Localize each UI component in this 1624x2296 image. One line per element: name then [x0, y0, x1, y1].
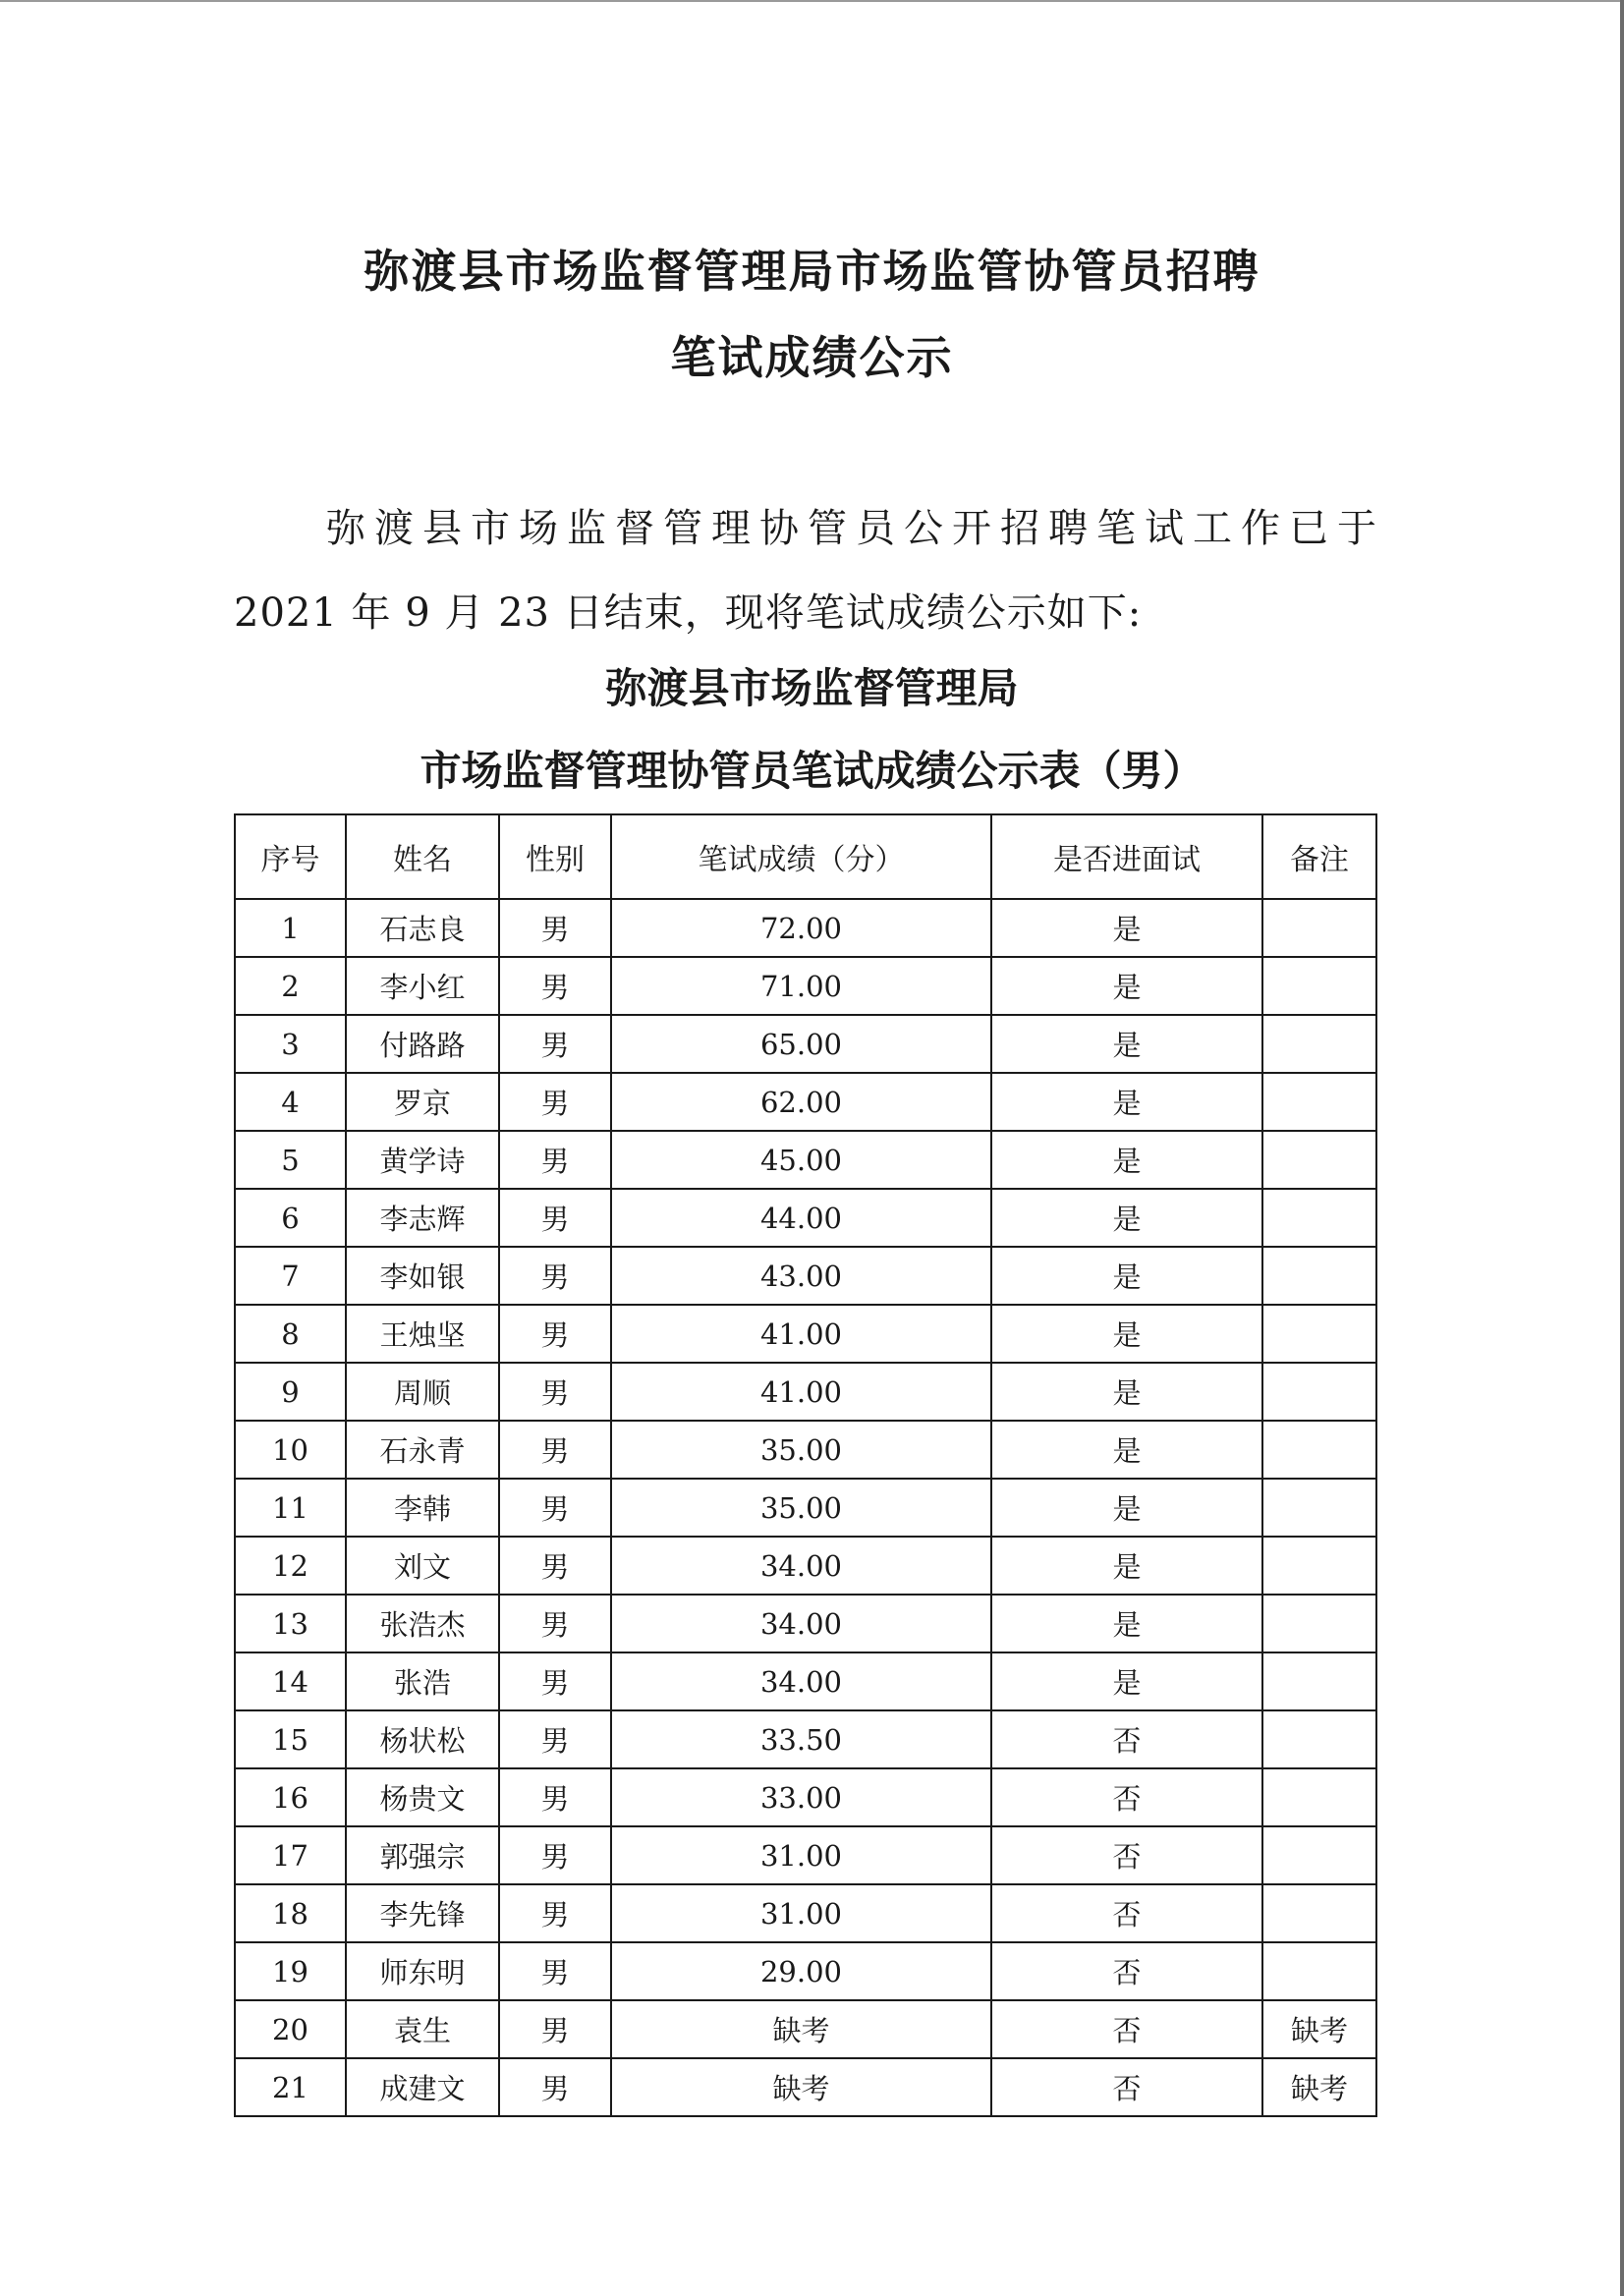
- cell-no: 18: [235, 1884, 346, 1942]
- table-row: [235, 1884, 1376, 1942]
- cell-interview: 是: [991, 1189, 1262, 1247]
- header-cell-interview: 是否进面试: [991, 814, 1262, 899]
- cell-gender: 男: [499, 1305, 611, 1363]
- cell-name: 李先锋: [346, 1884, 499, 1942]
- cell-name: 李志辉: [346, 1189, 499, 1247]
- cell-gender: 男: [499, 1073, 611, 1131]
- table-body: [235, 899, 1376, 2116]
- cell-interview: 否: [991, 1884, 1262, 1942]
- cell-gender: 男: [499, 1826, 611, 1884]
- table-row: [235, 1363, 1376, 1421]
- cell-gender: 男: [499, 957, 611, 1015]
- intro-line2: 2021 年 9 月 23 日结束，现将笔试成绩公示如下:: [234, 590, 1143, 636]
- cell-interview: 是: [991, 1073, 1262, 1131]
- cell-interview: 是: [991, 1131, 1262, 1189]
- cell-score: 缺考: [611, 2000, 991, 2058]
- cell-gender: 男: [499, 1768, 611, 1826]
- cell-note: 缺考: [1262, 2000, 1376, 2058]
- cell-score: 34.00: [611, 1595, 991, 1652]
- cell-gender: 男: [499, 1884, 611, 1942]
- table-row: [235, 1131, 1376, 1189]
- cell-gender: 男: [499, 1479, 611, 1537]
- cell-interview: 是: [991, 1595, 1262, 1652]
- cell-no: 5: [235, 1131, 346, 1189]
- cell-score: 35.00: [611, 1479, 991, 1537]
- cell-interview: 是: [991, 1421, 1262, 1479]
- cell-name: 张浩: [346, 1652, 499, 1710]
- cell-name: 师东明: [346, 1942, 499, 2000]
- cell-score: 72.00: [611, 899, 991, 957]
- table-row: [235, 1421, 1376, 1479]
- cell-name: 张浩杰: [346, 1595, 499, 1652]
- cell-note: [1262, 1363, 1376, 1421]
- document-title-line2: 笔试成绩公示: [670, 331, 954, 384]
- table-header-row: [235, 814, 1376, 899]
- cell-name: 刘文: [346, 1537, 499, 1595]
- header-cell-gender: 性别: [499, 814, 611, 899]
- cell-gender: 男: [499, 1131, 611, 1189]
- cell-interview: 否: [991, 2000, 1262, 2058]
- cell-note: [1262, 1247, 1376, 1305]
- score-table: [234, 813, 1377, 2117]
- cell-note: [1262, 1652, 1376, 1710]
- cell-no: 15: [235, 1710, 346, 1768]
- cell-gender: 男: [499, 1942, 611, 2000]
- cell-note: [1262, 1421, 1376, 1479]
- cell-no: 19: [235, 1942, 346, 2000]
- cell-score: 31.00: [611, 1884, 991, 1942]
- cell-interview: 是: [991, 1537, 1262, 1595]
- cell-name: 郭强宗: [346, 1826, 499, 1884]
- cell-interview: 是: [991, 1015, 1262, 1073]
- cell-name: 王烛坚: [346, 1305, 499, 1363]
- cell-note: [1262, 1015, 1376, 1073]
- cell-no: 6: [235, 1189, 346, 1247]
- cell-name: 罗京: [346, 1073, 499, 1131]
- cell-note: [1262, 1131, 1376, 1189]
- cell-score: 45.00: [611, 1131, 991, 1189]
- cell-score: 34.00: [611, 1537, 991, 1595]
- cell-score: 65.00: [611, 1015, 991, 1073]
- cell-no: 7: [235, 1247, 346, 1305]
- cell-name: 成建文: [346, 2058, 499, 2116]
- cell-score: 33.50: [611, 1710, 991, 1768]
- cell-no: 1: [235, 899, 346, 957]
- intro-line1: 弥渡县市场监督管理协管员公开招聘笔试工作已于: [326, 506, 1385, 551]
- cell-no: 3: [235, 1015, 346, 1073]
- cell-name: 李小红: [346, 957, 499, 1015]
- cell-no: 12: [235, 1537, 346, 1595]
- cell-interview: 否: [991, 1826, 1262, 1884]
- cell-no: 14: [235, 1652, 346, 1710]
- table-row: [235, 1595, 1376, 1652]
- cell-score: 34.00: [611, 1652, 991, 1710]
- cell-note: [1262, 957, 1376, 1015]
- table-row: [235, 1479, 1376, 1537]
- cell-note: [1262, 1479, 1376, 1537]
- header-cell-no: 序号: [235, 814, 346, 899]
- cell-gender: 男: [499, 1652, 611, 1710]
- cell-score: 43.00: [611, 1247, 991, 1305]
- table-row: [235, 1073, 1376, 1131]
- cell-note: [1262, 899, 1376, 957]
- cell-name: 周顺: [346, 1363, 499, 1421]
- cell-score: 缺考: [611, 2058, 991, 2116]
- cell-no: 17: [235, 1826, 346, 1884]
- cell-note: [1262, 1595, 1376, 1652]
- cell-note: [1262, 1537, 1376, 1595]
- table-row: [235, 1652, 1376, 1710]
- table-row: [235, 1247, 1376, 1305]
- header-cell-score: 笔试成绩（分）: [611, 814, 991, 899]
- cell-note: [1262, 1768, 1376, 1826]
- cell-interview: 否: [991, 1942, 1262, 2000]
- table-row: [235, 1189, 1376, 1247]
- cell-score: 31.00: [611, 1826, 991, 1884]
- cell-gender: 男: [499, 1537, 611, 1595]
- cell-score: 33.00: [611, 1768, 991, 1826]
- cell-gender: 男: [499, 1363, 611, 1421]
- cell-name: 李韩: [346, 1479, 499, 1537]
- table-title-line2: 市场监督管理协管员笔试成绩公示表（男）: [420, 747, 1204, 795]
- page-top-edge: [0, 0, 1624, 2]
- cell-name: 杨状松: [346, 1710, 499, 1768]
- table-row: [235, 1942, 1376, 2000]
- cell-interview: 是: [991, 899, 1262, 957]
- table-title-line1: 弥渡县市场监督管理局: [605, 664, 1019, 712]
- cell-gender: 男: [499, 1247, 611, 1305]
- cell-name: 杨贵文: [346, 1768, 499, 1826]
- cell-score: 44.00: [611, 1189, 991, 1247]
- cell-no: 2: [235, 957, 346, 1015]
- cell-interview: 是: [991, 957, 1262, 1015]
- header-cell-name: 姓名: [346, 814, 499, 899]
- cell-note: [1262, 1942, 1376, 2000]
- table-row: [235, 1537, 1376, 1595]
- cell-interview: 是: [991, 1305, 1262, 1363]
- cell-name: 石永青: [346, 1421, 499, 1479]
- table-row: [235, 2058, 1376, 2116]
- cell-note: [1262, 1189, 1376, 1247]
- cell-note: [1262, 1710, 1376, 1768]
- cell-name: 李如银: [346, 1247, 499, 1305]
- cell-note: [1262, 1884, 1376, 1942]
- table-row: [235, 1305, 1376, 1363]
- cell-name: 黄学诗: [346, 1131, 499, 1189]
- table-row: [235, 1710, 1376, 1768]
- cell-name: 袁生: [346, 2000, 499, 2058]
- cell-score: 41.00: [611, 1305, 991, 1363]
- cell-no: 21: [235, 2058, 346, 2116]
- table-row: [235, 2000, 1376, 2058]
- cell-no: 11: [235, 1479, 346, 1537]
- cell-gender: 男: [499, 2058, 611, 2116]
- cell-gender: 男: [499, 899, 611, 957]
- cell-score: 41.00: [611, 1363, 991, 1421]
- cell-gender: 男: [499, 2000, 611, 2058]
- cell-no: 10: [235, 1421, 346, 1479]
- cell-score: 71.00: [611, 957, 991, 1015]
- cell-no: 13: [235, 1595, 346, 1652]
- document-title-line1: 弥渡县市场监督管理局市场监管协管员招聘: [364, 245, 1260, 298]
- cell-interview: 是: [991, 1363, 1262, 1421]
- cell-gender: 男: [499, 1189, 611, 1247]
- cell-name: 付路路: [346, 1015, 499, 1073]
- cell-interview: 否: [991, 1710, 1262, 1768]
- cell-gender: 男: [499, 1710, 611, 1768]
- cell-score: 29.00: [611, 1942, 991, 2000]
- cell-note: 缺考: [1262, 2058, 1376, 2116]
- table-row: [235, 1826, 1376, 1884]
- cell-gender: 男: [499, 1421, 611, 1479]
- cell-interview: 是: [991, 1247, 1262, 1305]
- cell-note: [1262, 1073, 1376, 1131]
- cell-gender: 男: [499, 1015, 611, 1073]
- cell-name: 石志良: [346, 899, 499, 957]
- cell-interview: 否: [991, 1768, 1262, 1826]
- cell-note: [1262, 1826, 1376, 1884]
- cell-note: [1262, 1305, 1376, 1363]
- intro-paragraph: [234, 486, 1385, 655]
- header-cell-note: 备注: [1262, 814, 1376, 899]
- cell-score: 35.00: [611, 1421, 991, 1479]
- table-row: [235, 899, 1376, 957]
- cell-no: 9: [235, 1363, 346, 1421]
- table-row: [235, 957, 1376, 1015]
- cell-interview: 是: [991, 1652, 1262, 1710]
- table-row: [235, 1768, 1376, 1826]
- cell-gender: 男: [499, 1595, 611, 1652]
- cell-no: 8: [235, 1305, 346, 1363]
- cell-interview: 是: [991, 1479, 1262, 1537]
- table-row: [235, 1015, 1376, 1073]
- cell-interview: 否: [991, 2058, 1262, 2116]
- cell-no: 20: [235, 2000, 346, 2058]
- cell-no: 16: [235, 1768, 346, 1826]
- cell-score: 62.00: [611, 1073, 991, 1131]
- cell-no: 4: [235, 1073, 346, 1131]
